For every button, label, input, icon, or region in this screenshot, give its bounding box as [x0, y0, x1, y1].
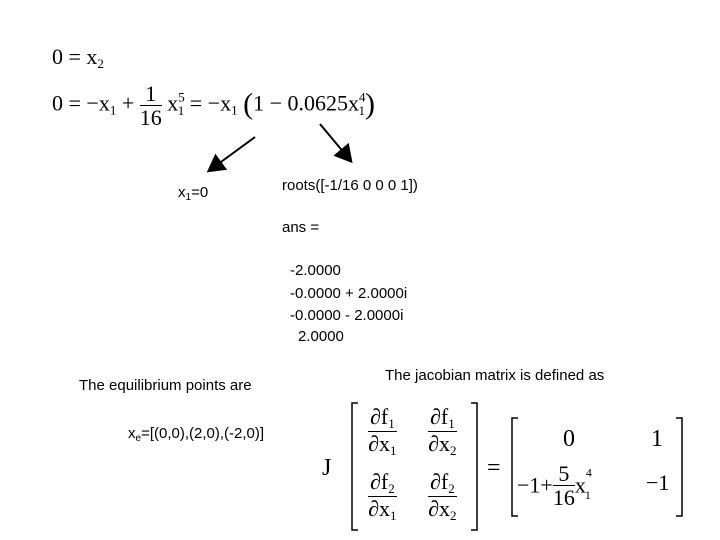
df1-num-2: ∂f	[430, 404, 449, 429]
matrix-right-bracket	[676, 418, 682, 516]
m21-den: 16	[552, 485, 575, 511]
equation-2-sub-a: 1	[109, 102, 117, 118]
x2-sub: 2	[450, 442, 457, 458]
xe-values: =[(0,0),(2,0),(-2,0)]	[141, 425, 265, 442]
df1-dx1	[368, 405, 397, 457]
matrix-m12: 1	[651, 426, 663, 452]
equation-2-sub-c: 1	[231, 102, 238, 118]
fraction-denominator: 16	[139, 105, 162, 131]
df2-num: ∂f	[370, 469, 389, 494]
fraction-numerator: 1	[140, 82, 162, 106]
paren-open: (	[243, 87, 254, 121]
equation-2-sup5: 5	[178, 89, 185, 105]
equation-2-rhs: = −x	[189, 90, 232, 116]
m21-fraction	[553, 462, 575, 509]
root-x-subscript: 1	[185, 192, 192, 203]
m21-prefix: −1+	[517, 472, 553, 498]
m21-x: x	[574, 472, 586, 498]
root-value: =0	[191, 184, 209, 201]
equilibrium-heading: The equilibrium points are	[79, 377, 252, 394]
jacobian-equals: =	[487, 455, 501, 481]
matrix-m22: −1	[646, 470, 670, 495]
equation-2-x: x	[167, 90, 179, 116]
f2-sub: 2	[388, 481, 395, 496]
df1-num: ∂f	[370, 404, 389, 429]
equation-1-subscript: 2	[97, 56, 104, 71]
equation-2-sup4: 4	[359, 89, 366, 105]
matlab-root-3: -0.0000 - 2.0000i	[290, 307, 404, 324]
f1-sub: 1	[388, 416, 395, 431]
equation-1-text: 0 = x	[52, 44, 98, 69]
equilibrium-points	[128, 425, 264, 444]
df2-dx1	[368, 470, 397, 522]
equation-2-plus: +	[121, 90, 135, 116]
m21-sub: 1	[584, 487, 591, 502]
equation-2-sub-b: 1	[177, 102, 185, 118]
arrow-right	[320, 124, 350, 160]
matlab-root-1: -2.0000	[290, 262, 341, 279]
x1-sub: 1	[390, 442, 397, 458]
equation-2-lhs: 0 = −x	[52, 90, 110, 116]
xe-label: x	[128, 425, 136, 442]
root-x1-zero	[178, 184, 208, 203]
x2-sub-2: 2	[450, 507, 457, 523]
x1-sub-2: 1	[390, 507, 397, 523]
f1-sub-2: 1	[448, 416, 455, 431]
matlab-command: roots([-1/16 0 0 0 1])	[282, 177, 418, 194]
df1-dx2	[428, 405, 457, 457]
df2-dx2	[428, 470, 457, 522]
jacobian-J: J	[322, 455, 332, 481]
m21-sup: 4	[585, 465, 592, 480]
equation-2-sub-d: 1	[358, 102, 365, 118]
paren-close: )	[365, 87, 375, 121]
jacobian-heading: The jacobian matrix is defined as	[385, 367, 605, 384]
arrow-left	[210, 137, 255, 170]
matrix-m11: 0	[563, 426, 575, 452]
dx1-den-2: ∂x	[368, 495, 391, 521]
jacobian-left-bracket	[352, 403, 358, 530]
m21-num: 5	[553, 462, 575, 486]
df2-num-2: ∂f	[430, 469, 449, 494]
dx2-den: ∂x	[428, 430, 451, 456]
jacobian-right-bracket	[471, 403, 477, 530]
xe-subscript: e	[135, 433, 142, 444]
matlab-ans: ans =	[282, 219, 320, 236]
equation-2-inner: 1 − 0.0625x	[253, 90, 359, 116]
dx2-den-2: ∂x	[428, 495, 451, 521]
matlab-root-2: -0.0000 + 2.0000i	[290, 285, 408, 302]
dx1-den: ∂x	[368, 430, 391, 456]
matlab-root-4: 2.0000	[298, 328, 344, 345]
root-x-label: x	[178, 184, 186, 201]
f2-sub-2: 2	[448, 481, 455, 496]
matrix-m21	[517, 462, 591, 509]
